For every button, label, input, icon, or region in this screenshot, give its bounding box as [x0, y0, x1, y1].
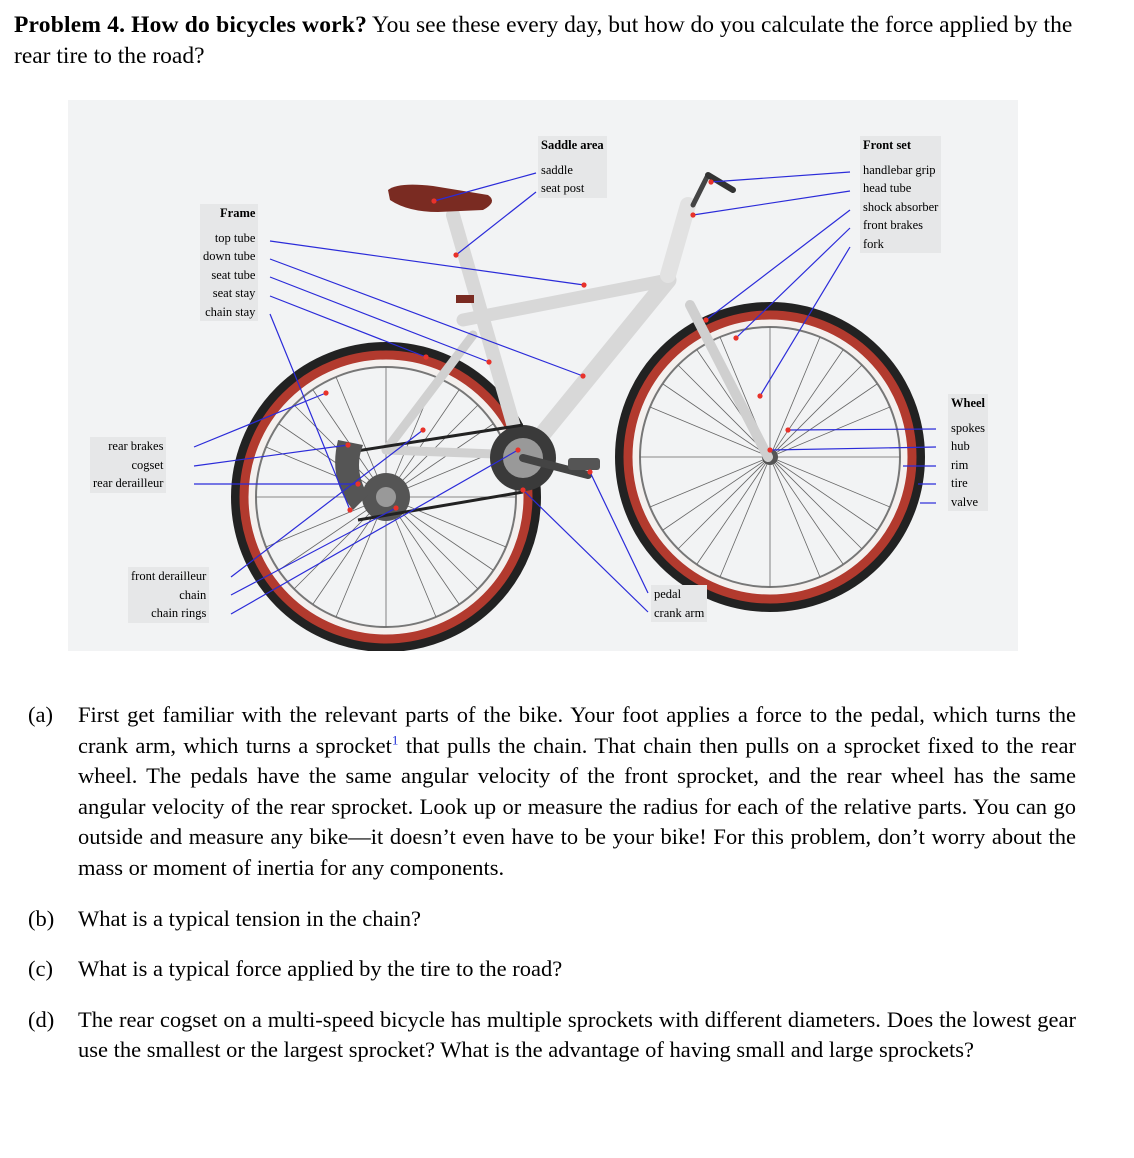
label-group-frame: [200, 204, 258, 321]
part-a-text-2: that pulls the chain. That chain then pulls on a sprocket fixed to the rear wheel. The pedals have the same angular velocity of the front sprocket, and the rear wheel has the same angular velocity of the rear sprocket. Look up or measure the radius for each of the relative parts. You can go outside and measure any bike—it doesn’t even have to be your bike! For this problem, don’t worry about the mass or moment of inertia for any components.: [78, 732, 1076, 880]
part-b-text: What is a typical tension in the chain?: [78, 905, 422, 931]
label-group-wheel: [948, 394, 988, 511]
label-rim: rim: [951, 457, 969, 472]
label-hub: hub: [951, 439, 970, 453]
bicycle-diagram: [68, 100, 1018, 651]
label-chain-rings: chain rings: [151, 606, 207, 620]
problem-title: How do bicycles work?: [131, 12, 368, 38]
problem-parts: [28, 700, 1076, 1086]
label-group-saddle: [538, 136, 607, 198]
label-chain: chain: [179, 587, 207, 602]
label-pedal: pedal: [654, 587, 682, 601]
label-front-derailleur: front derailleur: [131, 569, 207, 583]
label-crank-arm: crank arm: [654, 605, 705, 620]
label-rear-derailleur: rear derailleur: [93, 476, 164, 490]
label-valve: valve: [951, 494, 979, 509]
problem-statement: [14, 10, 1076, 72]
heading-wheel: Wheel: [951, 396, 986, 410]
part-a: [28, 700, 1076, 884]
label-seat-post: seat post: [541, 181, 585, 195]
part-b-tag: (b): [28, 905, 55, 931]
part-c-text: What is a typical force applied by the tire to the road?: [78, 956, 563, 982]
label-seat-stay: seat stay: [212, 286, 256, 300]
part-d-text: The rear cogset on a multi-speed bicycle has multiple sprockets with different diameters. Does the lowest gear use the smallest or the largest sprocket? What is the advantage of having small and large sprockets?: [78, 1006, 1076, 1063]
part-c: [28, 954, 1076, 985]
problem-text: You see these every day, but how do you calculate the force applied by the rear tire to the road?: [14, 12, 1073, 69]
label-shock-absorber: shock absorber: [863, 199, 939, 214]
part-d: [28, 1005, 1076, 1066]
label-fork: fork: [863, 236, 884, 251]
label-down-tube: down tube: [203, 249, 256, 263]
label-rear-brakes: rear brakes: [108, 439, 164, 453]
label-spokes: spokes: [951, 420, 986, 435]
part-a-tag: (a): [28, 702, 53, 727]
label-group-drive: [128, 567, 209, 623]
heading-saddle-area: Saddle area: [541, 138, 604, 152]
label-front-brakes: front brakes: [863, 218, 924, 232]
label-top-tube: top tube: [214, 230, 256, 245]
part-c-tag: (c): [28, 956, 53, 982]
label-group-front: [860, 136, 941, 253]
label-saddle: saddle: [541, 162, 573, 177]
label-head-tube: head tube: [863, 181, 912, 195]
part-a-text-1: First get familiar with the relevant parts of the bike. Your foot applies a force to the pedal, which turns the crank arm, which turns a sprocket: [78, 702, 1076, 758]
label-handlebar-grip: handlebar grip: [863, 162, 936, 177]
heading-frame: Frame: [220, 206, 256, 220]
label-tire: tire: [951, 476, 968, 490]
footnote-marker[interactable]: 1: [391, 732, 399, 748]
problem-number: Problem 4.: [14, 12, 126, 38]
label-cogset: cogset: [131, 457, 164, 472]
part-b: [28, 904, 1076, 935]
part-d-tag: (d): [28, 1006, 55, 1032]
label-group-pedal: [651, 585, 707, 622]
label-chain-stay: chain stay: [205, 304, 256, 319]
label-group-rear: [90, 437, 166, 493]
label-seat-tube: seat tube: [211, 267, 256, 282]
heading-front-set: Front set: [863, 138, 912, 152]
